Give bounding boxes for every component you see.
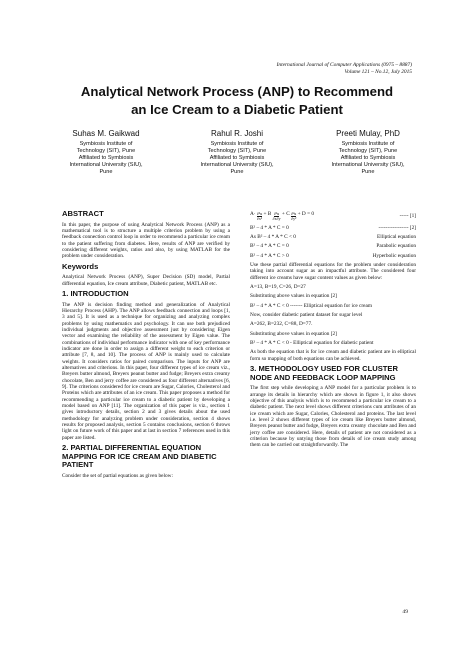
hyperbolic-condition — [250, 253, 416, 259]
pde-term-b: + B — [263, 211, 272, 217]
fraction-numerator: ∂²u — [274, 211, 280, 216]
author-affiliation: Pune — [99, 169, 113, 176]
fraction-numerator: ∂²u — [256, 211, 263, 216]
author-affiliation: Symbiosis Institute of — [79, 141, 133, 147]
paragraph: Substituting above values in equation [2] — [250, 293, 337, 300]
author-block-3 — [298, 128, 438, 176]
pde-term-a: A· — [250, 211, 256, 217]
paragraph: As both the equation that is for ice cream and diabetic patient are in elliptical form so mapping of both equations can be achieved. — [250, 349, 416, 362]
journal-header — [162, 62, 412, 76]
section-2-heading: 2. PARTIAL DIFFERENTIAL EQUATION MAPPING FOR ICE CREAM AND DIABETIC PATIENT — [62, 443, 217, 470]
introduction-text: The ANP is decision finding method and generalization of Analytical Hierarchy Process (AHP). The ANP allows feedback connection and loops [1, 3 and 5]. It is used as a technique for organizing and analyzing complex problems by using mathematics and psychology. It can use both prejudiced individual judgments and objective assessment just by considering Eigen vector and examining the reliability of the assessment by Eigen value. The combinations of individual performance indicator with one of key performance indicator are done in order to assign a different weight to each criterion or attribute [7, 8, and 10]. The process of ANP is mainly used to calculate weights. It considers ratios for paired comparison. The inputs for ANP are alternatives and criterions. In this paper, four different types of ice cream viz., Breyers butter almond, Breyers peanut butter and fudge; Breyers extra creamy chocolate, Ben and jerry coffee are considered as four different alternatives [6, 9]. The criterions considered for ice cream are Sugar, Calories, Cholesterol and Proteins which are attributes of an ice cream. This paper proposes a method for recommending a particular ice cream to a diabetic patient by developing a model based on ANP [11]. The organization of this paper is viz., section 1 gives introductory details, section 2 and 3 gives details about the used methodology for analyzing problem under consideration, section 4 shows results for proposed analysis, section 5 contains conclusions, section 6 throws light on future work of this paper and at last in section 7 references used in this paper are listed. — [62, 301, 230, 441]
author-name: Preeti Mulay, PhD — [336, 129, 400, 138]
keywords-text: Analytical Network Process (ANP), Super Decision (SD) model, Partial differential equation, Ice cream attribute, Diabetic patient, MATLAB etc. — [62, 274, 230, 287]
author-affiliation: Pune — [230, 169, 244, 176]
author-affiliation: Affiliated to Symbiosis — [340, 155, 396, 162]
ice-cream-result: B² – 4 * A * C < 0 ------- Elliptical equation for ice cream — [250, 302, 372, 309]
author-affiliation: Symbiosis Institute of — [341, 141, 395, 147]
discriminant-expression: B² – 4 * A * C = 0 — [250, 224, 289, 231]
title-line-2: an Ice Cream to a Diabetic Patient — [131, 102, 343, 117]
section-2-text: Consider the set of partial equations as given below: — [62, 472, 173, 479]
author-affiliation: Technology (SIT), Pune — [76, 148, 136, 155]
title-line-1: Analytical Network Process (ANP) to Recommend — [80, 84, 394, 99]
condition-expression: B² – 4 * A * C > 0 — [250, 252, 289, 259]
section-3-text: The first step while developing a ANP model for a particular problem is to arrange its details in hierarchy which are shown in figure 1, it also shows objective of this analysis which is to recommend a particular ice cream to a diabetic patient. The next level shows different criterions cum attributes of an ice cream which are Sugar, Calories, Cholesterol and proteins. The last level i.e. level 2 shows different types of ice cream like Breyers butter almond, Breyers peanut butter and fudge, Breyers extra creamy chocolate and Ben and jerry coffee are considered. Here, details of patient are not considered as a criterion because by untying those from details of ice cream study among them can be carried out straightforwardly. The — [250, 385, 416, 449]
author-affiliation: Affiliated to Symbiosis — [209, 155, 265, 162]
equation-number: ----- [1] — [399, 213, 416, 220]
paragraph: Use these partial differential equations for the problem under consideration taking into account sugar as an impactful attribute. The considered four different ice creams have sugar content values as given below: — [250, 261, 416, 281]
condition-expression: As B² – 4 * A * C < 0 — [250, 233, 296, 240]
fraction-denominator: ∂x² — [256, 216, 263, 222]
condition-type: Hyperbolic equation — [372, 252, 416, 259]
author-affiliation: Technology (SIT), Pune — [207, 148, 267, 155]
patient-result: B² – 4 * A * C < 0 - Elliptical equation for diabetic patient — [250, 340, 374, 347]
condition-type: Parabolic equation — [376, 243, 416, 250]
keywords-heading: Keywords — [62, 261, 99, 271]
fraction-numerator: ∂²u — [291, 211, 297, 216]
parabolic-condition — [250, 243, 416, 249]
fraction-uyy — [291, 212, 296, 222]
section-3-heading: 3. METHODOLOGY USED FOR CLUSTER NODE AND FEEDBACK LOOP MAPPING — [250, 364, 398, 382]
right-column — [250, 211, 416, 452]
fraction-denominator: ∂x∂y — [272, 216, 281, 222]
author-affiliation: Technology (SIT), Pune — [338, 148, 398, 155]
fraction-uxy — [273, 212, 281, 222]
fraction-denominator: ∂y² — [291, 216, 297, 222]
journal-name: International Journal of Computer Applications (0975 – 8887) — [276, 62, 412, 68]
pde-term-d: + D = 0 — [297, 211, 315, 217]
fraction-uxx — [257, 212, 262, 222]
discriminant-equation — [250, 225, 416, 231]
page-number: 49 — [402, 609, 408, 615]
paper-title — [30, 83, 444, 119]
elliptical-condition — [250, 234, 416, 240]
equation-number: ----------------- [2] — [378, 224, 416, 231]
condition-type: Elliptical equation — [377, 233, 416, 240]
ice-cream-values: A=13, B=19, C=26, D=27 — [250, 284, 306, 290]
pde-equation — [250, 211, 416, 222]
author-affiliation: Symbiosis Institute of — [210, 141, 264, 147]
condition-expression: B² – 4 * A * C = 0 — [250, 243, 289, 250]
pde-expression — [250, 211, 314, 222]
author-affiliation: International University (SIU), — [331, 162, 405, 169]
author-name: Rahul R. Joshi — [210, 129, 264, 138]
author-affiliation: Pune — [361, 169, 375, 176]
abstract-text: In this paper, the purpose of using Analytical Network Process (ANP) as a mathematical tool is to structure a multiple criterion problem by using a feedback connection control loop in order to recommend a particular ice cream to the patient suffering from diabetes. Here, results of ANP are verified by considering different weights, ratios and also, by using MATLAB for the problem under consideration. — [62, 221, 230, 260]
paragraph: Now, consider diabetic patient dataset for sugar level — [250, 312, 363, 319]
author-block-1 — [36, 128, 176, 176]
author-affiliation: International University (SIU), — [200, 162, 274, 169]
journal-volume: Volume 121 – No.12, July 2015 — [344, 69, 412, 75]
paragraph: Substituting above values in equation [2] — [250, 330, 337, 337]
author-name: Suhas M. Gaikwad — [72, 129, 140, 138]
author-block-2 — [167, 128, 307, 176]
pde-term-c: + C — [281, 211, 290, 217]
author-affiliation: International University (SIU), — [69, 162, 143, 169]
abstract-heading: ABSTRACT — [62, 209, 104, 218]
patient-values: A=262, B=232, C=88, D=77. — [250, 321, 313, 328]
introduction-heading: 1. INTRODUCTION — [62, 288, 129, 298]
left-column — [62, 208, 230, 482]
author-affiliation: Affiliated to Symbiosis — [78, 155, 134, 162]
